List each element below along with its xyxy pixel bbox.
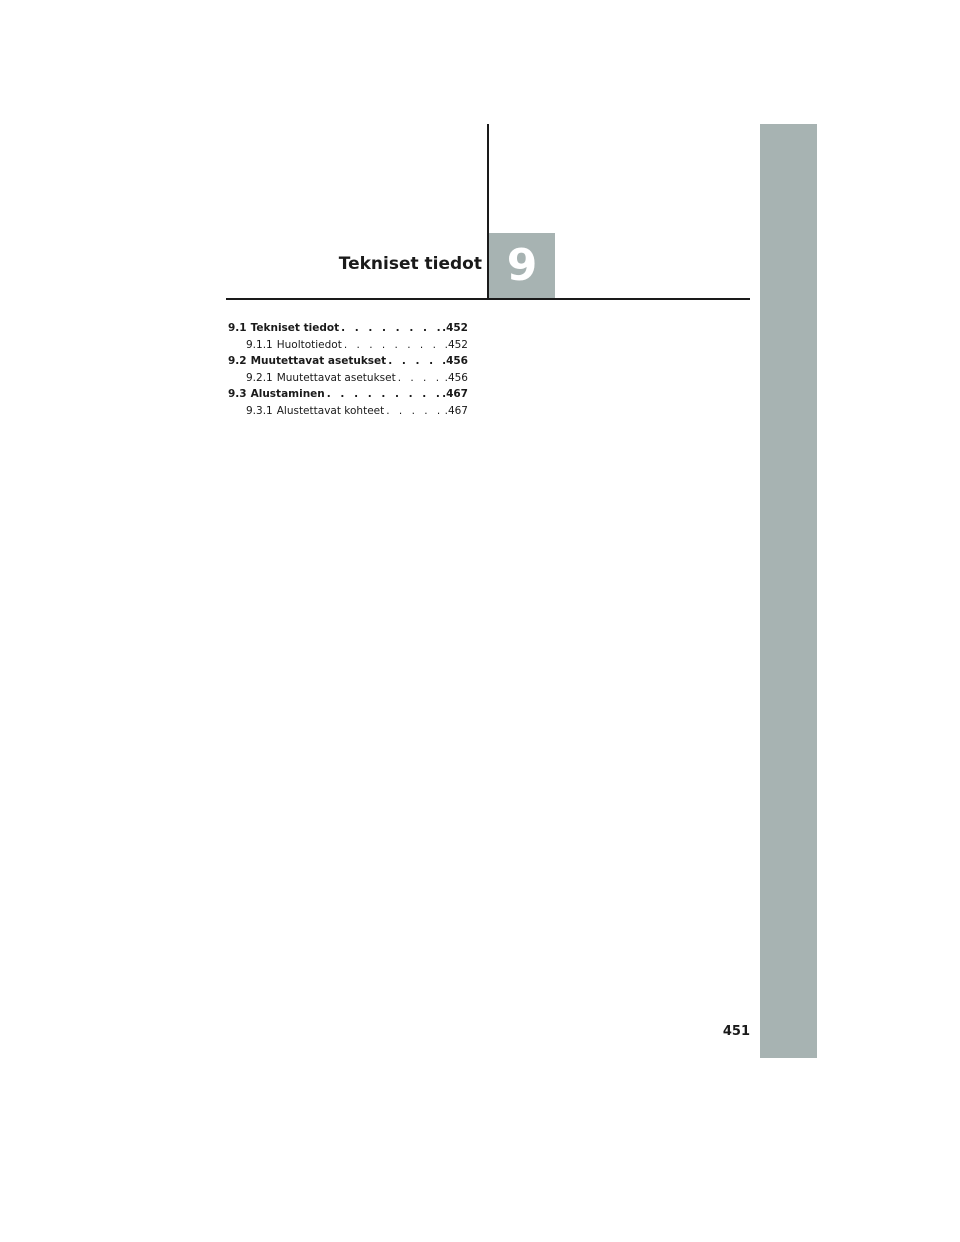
toc-entry-title: Tekniset tiedot	[250, 322, 340, 334]
toc-leader-dots	[344, 337, 443, 354]
toc-entry-page: .452	[442, 322, 468, 334]
toc-entry-number: 9.2	[228, 355, 247, 367]
toc-entry-page: .456	[442, 355, 468, 367]
toc-entry-page: .467	[442, 388, 468, 400]
toc-entry-9-3[interactable]	[228, 386, 468, 403]
toc-entry-title: Huoltotiedot	[276, 338, 342, 351]
toc-entry-page: .452	[444, 338, 468, 351]
toc-leader-dots	[386, 403, 442, 420]
toc-entry-page: .456	[444, 371, 468, 384]
toc-leader-dots	[388, 353, 440, 370]
chapter-number: 9	[506, 240, 538, 291]
table-of-contents	[228, 320, 468, 419]
toc-entry-number: 9.3.1	[246, 404, 273, 417]
toc-entry-title: Alustaminen	[250, 388, 325, 400]
toc-entry-9-3-1[interactable]	[228, 403, 468, 420]
toc-entry-9-1-1[interactable]	[228, 337, 468, 354]
toc-entry-title: Muutettavat asetukset	[250, 355, 387, 367]
toc-entry-9-2-1[interactable]	[228, 370, 468, 387]
toc-entry-page: .467	[444, 404, 468, 417]
side-thumb-tab	[760, 124, 817, 1058]
toc-entry-number: 9.1.1	[246, 338, 273, 351]
toc-entry-title: Muutettavat asetukset	[276, 371, 396, 384]
toc-leader-dots	[327, 386, 440, 403]
toc-entry-9-1[interactable]	[228, 320, 468, 337]
toc-entry-number: 9.1	[228, 322, 247, 334]
horizontal-rule	[226, 298, 750, 300]
toc-entry-title: Alustettavat kohteet	[276, 404, 385, 417]
page-number: 451	[722, 1024, 750, 1039]
toc-entry-number: 9.3	[228, 388, 247, 400]
toc-leader-dots	[398, 370, 443, 387]
toc-entry-number: 9.2.1	[246, 371, 273, 384]
chapter-number-box	[489, 233, 555, 298]
toc-leader-dots	[341, 320, 440, 337]
toc-entry-9-2[interactable]	[228, 353, 468, 370]
chapter-title: Tekniset tiedot	[338, 254, 482, 274]
